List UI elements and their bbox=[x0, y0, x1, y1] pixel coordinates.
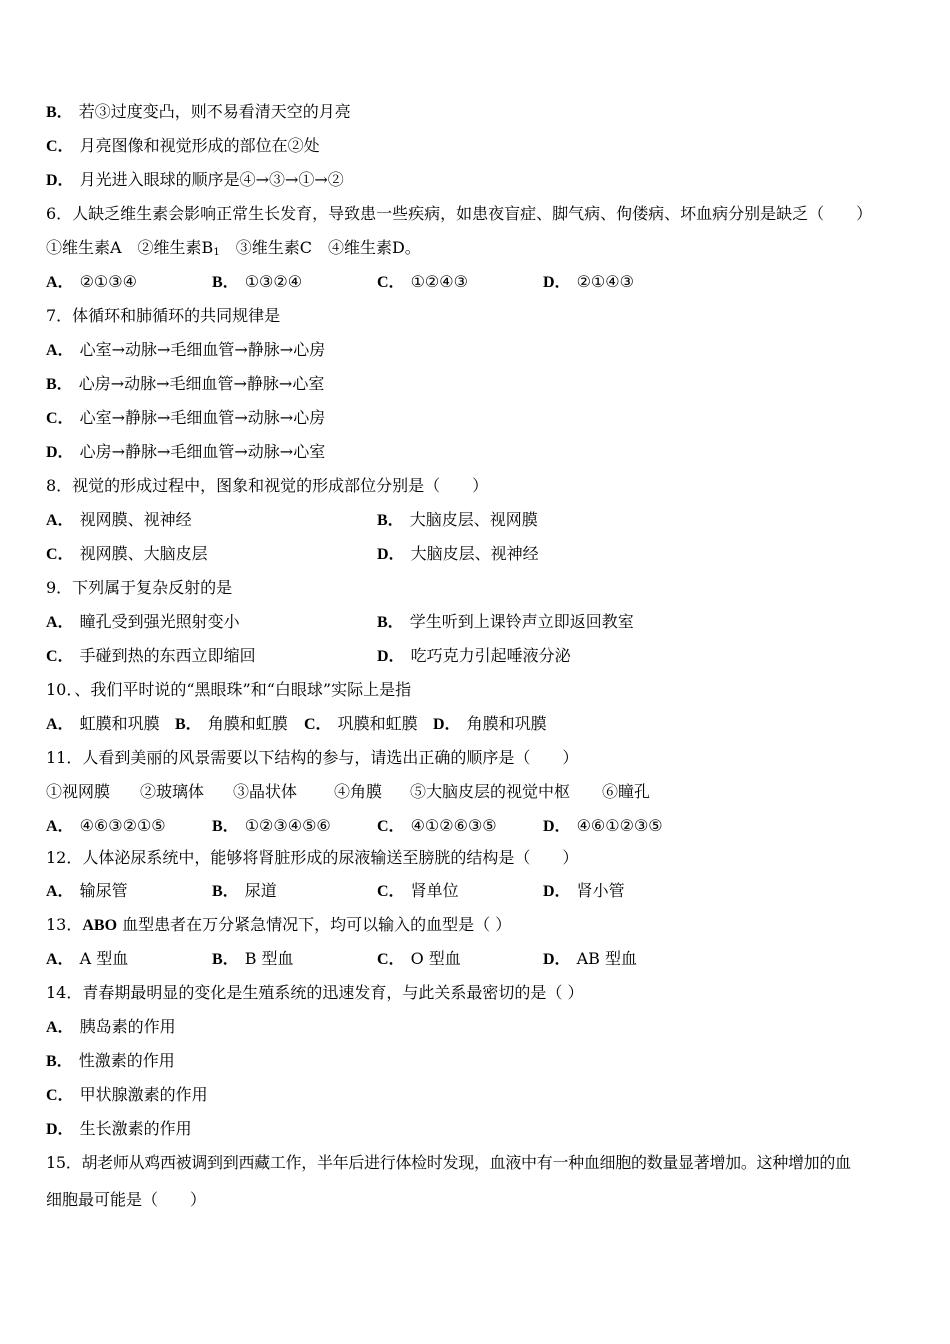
q5-option-d: D． 月光进入眼球的顺序是④→③→①→② bbox=[46, 170, 344, 189]
q8-option-c: C． 视网膜、大脑皮层 bbox=[46, 544, 208, 563]
q9-option-a: A． 瞳孔受到强光照射变小 bbox=[46, 612, 240, 631]
q14-option-c: C． 甲状腺激素的作用 bbox=[46, 1085, 208, 1104]
q9-option-c: C． 手碰到热的东西立即缩回 bbox=[46, 646, 256, 665]
q11-option-c: C． ④①②⑥③⑤ bbox=[377, 816, 497, 835]
q7-option-b: B． 心房→动脉→毛细血管→静脉→心室 bbox=[46, 374, 325, 393]
q8-option-d: D． 大脑皮层、视神经 bbox=[377, 544, 539, 563]
q13-option-c: C． O 型血 bbox=[377, 949, 461, 968]
q13-option-a: A． A 型血 bbox=[46, 949, 129, 968]
q9-option-b: B． 学生听到上课铃声立即返回教室 bbox=[377, 612, 634, 631]
q11-option-a: A． ④⑥③②①⑤ bbox=[46, 816, 166, 835]
q11-item: ④角膜 bbox=[334, 782, 383, 801]
q6-option-b: B． ①③②④ bbox=[212, 272, 303, 291]
q14-stem: 14．青春期最明显的变化是生殖系统的迅速发育，与此关系最密切的是（ ） bbox=[46, 983, 584, 1002]
q10-option-c: C． 巩膜和虹膜 bbox=[304, 714, 418, 733]
q5-option-c: C． 月亮图像和视觉形成的部位在②处 bbox=[46, 136, 320, 155]
q11-option-d: D． ④⑥①②③⑤ bbox=[543, 816, 663, 835]
q7-option-c: C． 心室→静脉→毛细血管→动脉→心房 bbox=[46, 408, 326, 427]
q12-option-b: B． 尿道 bbox=[212, 881, 277, 900]
q11-item: ③晶状体 bbox=[233, 782, 298, 801]
q5-option-b: B． 若③过度变凸，则不易看清天空的月亮 bbox=[46, 102, 351, 121]
q10-stem: 10．、我们平时说的“黑眼珠”和“白眼球”实际上是指 bbox=[46, 680, 412, 699]
q14-option-d: D． 生长激素的作用 bbox=[46, 1119, 192, 1138]
q10-option-d: D． 角膜和巩膜 bbox=[433, 714, 547, 733]
q13-stem: 13．ABO 血型患者在万分紧急情况下，均可以输入的血型是（ ） bbox=[46, 915, 512, 934]
q6-option-a: A． ②①③④ bbox=[46, 272, 137, 291]
q11-item: ①视网膜 bbox=[46, 782, 111, 801]
q6-items: ①维生素A ②维生素$B_1$ ③维生素C ④维生素D。 bbox=[46, 238, 421, 258]
q6-stem: 6．人缺乏维生素会影响正常生长发育，导致患一些疾病，如患夜盲症、脚气病、佝偻病、坏血病分别是缺乏（ ） bbox=[46, 204, 873, 223]
q10-option-b: B． 角膜和虹膜 bbox=[175, 714, 288, 733]
q9-stem: 9．下列属于复杂反射的是 bbox=[46, 578, 233, 597]
q9-option-d: D． 吃巧克力引起唾液分泌 bbox=[377, 646, 571, 665]
q12-stem: 12．人体泌尿系统中，能够将肾脏形成的尿液输送至膀胱的结构是（ ） bbox=[46, 848, 579, 867]
q13-option-b: B． B 型血 bbox=[212, 949, 294, 968]
q8-stem: 8．视觉的形成过程中，图象和视觉的形成部位分别是（ ） bbox=[46, 476, 489, 495]
q11-item: ⑥瞳孔 bbox=[602, 782, 651, 801]
q11-stem: 11．人看到美丽的风景需要以下结构的参与，请选出正确的顺序是（ ） bbox=[46, 748, 579, 767]
q11-item: ⑤大脑皮层的视觉中枢 bbox=[410, 782, 571, 801]
q15-stem-line2: 细胞最可能是（ ） bbox=[46, 1190, 207, 1209]
q6-option-d: D． ②①④③ bbox=[543, 272, 634, 291]
q6-option-c: C． ①②④③ bbox=[377, 272, 468, 291]
q7-option-d: D． 心房→静脉→毛细血管→动脉→心室 bbox=[46, 442, 326, 461]
q8-option-a: A． 视网膜、视神经 bbox=[46, 510, 192, 529]
q11-option-b: B． ①②③④⑤⑥ bbox=[212, 816, 331, 835]
q14-option-a: A． 胰岛素的作用 bbox=[46, 1017, 176, 1036]
q12-option-d: D． 肾小管 bbox=[543, 881, 625, 900]
q7-option-a: A． 心室→动脉→毛细血管→静脉→心房 bbox=[46, 340, 326, 359]
q13-option-d: D． AB 型血 bbox=[543, 949, 637, 968]
q14-option-b: B． 性激素的作用 bbox=[46, 1051, 175, 1070]
q15-stem-line1: 15．胡老师从鸡西被调到到西藏工作，半年后进行体检时发现，血液中有一种血细胞的数量显著增加。这种增加的血 bbox=[46, 1153, 851, 1172]
q12-option-a: A． 输尿管 bbox=[46, 881, 128, 900]
q8-option-b: B． 大脑皮层、视网膜 bbox=[377, 510, 538, 529]
q7-stem: 7．体循环和肺循环的共同规律是 bbox=[46, 306, 281, 325]
q12-option-c: C． 肾单位 bbox=[377, 881, 459, 900]
q10-option-a: A． 虹膜和巩膜 bbox=[46, 714, 160, 733]
q11-item: ②玻璃体 bbox=[140, 782, 205, 801]
